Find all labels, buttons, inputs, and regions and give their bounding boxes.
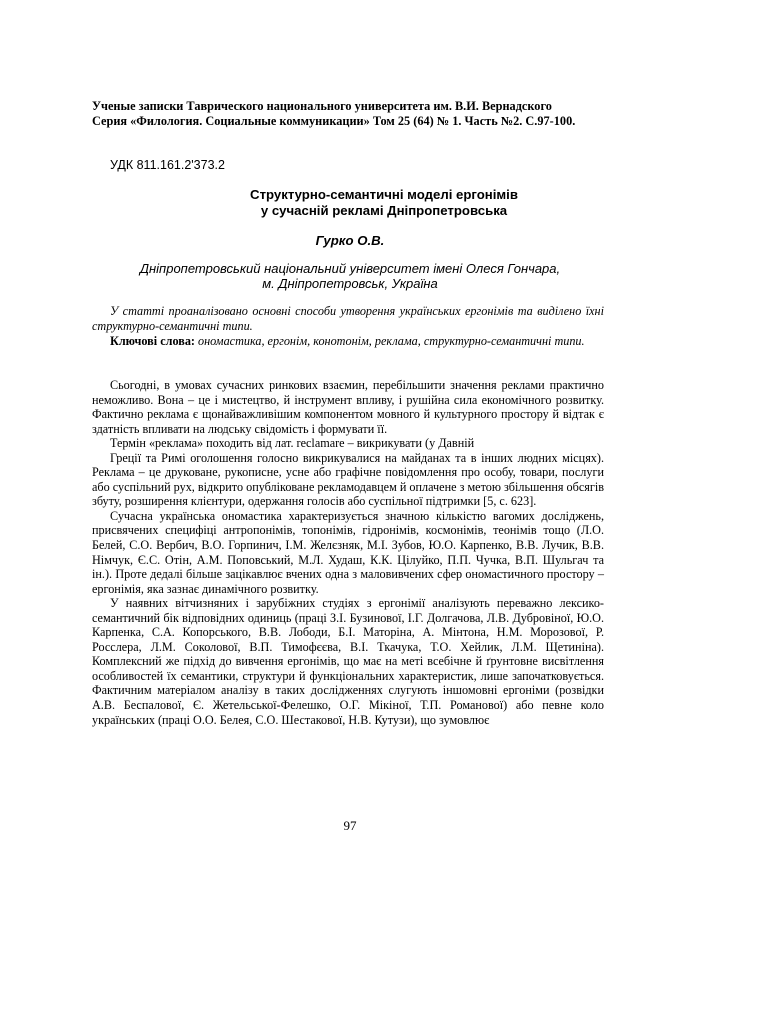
author-affiliation — [0, 261, 700, 291]
journal-header-line-1: Ученые записки Таврического национального университета им. В.И. Вернадского — [92, 99, 552, 113]
article-title — [0, 187, 768, 219]
abstract: У статті проаналізовано основні способи утворення українських ергонімів та виділено їхні структурно-семантичні типи. — [92, 304, 604, 333]
keywords — [92, 334, 604, 349]
udc-code: УДК 811.161.2'373.2 — [110, 158, 225, 172]
page-number: 97 — [343, 818, 357, 833]
body-paragraph: У наявних вітчизняних і зарубіжних студіях з ергонімії аналізують переважно лексико-семантичний бік відповідних одиниць (праці З.І. Бузинової, І.Г. Долгачова, Л.В. Дубровіної, Ю.О. Карпенка, С.А. Копорського, В.В. Лободи, Б.І. Маторіна, А. Мінтона, Н.М. Морозової, Р. Росслера, Л.М. Соколової, В.П. Тимофєєва, В.І. Ткачука, Т.О. Хейлик, Л.М. Щетиніна). Комплексний же підхід до вивчення ергонімів, що має на меті всебічне й ґрунтовне висвітлення особливостей їх семантики, структури й функціональних характеристик, лише започатковується. Фактичним матеріалом аналізу в таких дослідженнях слугують іншомовні ергоніми (розвідки А.В. Беспалової, Є. Жетельської-Фелешко, О.Г. Мікіної, Т.П. Романової) або певне коло українських (праці О.О. Белея, С.О. Шестакової, Н.В. Кутузи), що зумовлює — [92, 596, 604, 727]
journal-header — [92, 99, 652, 129]
keywords-text: ономастика, ергонім, конотонім, реклама, структурно-семантичні типи. — [198, 334, 585, 348]
affiliation-line-2: м. Дніпропетровськ, Україна — [262, 276, 438, 291]
author-name: Гурко О.В. — [315, 233, 385, 248]
keywords-label: Ключові слова: — [110, 334, 195, 348]
affiliation-line-1: Дніпропетровський національний університет імені Олеся Гончара, — [139, 261, 561, 276]
body-paragraph: Сучасна українська ономастика характеризується значною кількістю вагомих досліджень, присвячених специфіці антропонімів, топонімів, гідронімів, космонімів, теонімів тощо (Л.О. Белей, С.О. Вербич, В.О. Горпинич, І.М. Желєзняк, М.І. Зубов, Ю.О. Карпенко, В.В. Лучик, В.В. Німчук, Є.С. Отін, А.М. Поповський, М.Л. Худаш, К.К. Цілуйко, П.П. Чучка, В.П. Шульгач та ін.). Проте дедалі більше зацікавлює вчених одна з маловивчених сфер ономастичного простору – ергонімія, яка зазнає динамічного розвитку. — [92, 508, 604, 596]
body-paragraph: Греції та Римі оголошення голосно викрикувалися на майданах та в інших людних місцях). Реклама – це друковане, рукописне, усне або графічне повідомлення про особу, товари, послуги або суспільний рух, відкрито опубліковане рекламодавцем й оплачене з метою збільшення обсягів збуту, розширення клієнтури, одержання голосів або суспільної підтримки [5, с. 623]. — [92, 450, 604, 509]
body-paragraph: Сьогодні, в умовах сучасних ринкових взаємин, перебільшити значення реклами практично неможливо. Вона – це і мистецтво, й інструмент впливу, і рушійна сила економічного розвитку. Фактично реклама є щонайважливішим компонентом мовного й культурного простору й відтак є здатність впливати на людську свідомість і формувати її. — [92, 378, 604, 436]
article-title-line-2: у сучасній рекламі Дніпропетровська — [260, 203, 508, 218]
article-body — [92, 378, 604, 727]
body-paragraph: Термін «реклама» походить від лат. reclamare – викрикувати (у Давній — [110, 436, 475, 451]
article-title-line-1: Структурно-семантичні моделі ергонімів — [250, 187, 518, 202]
journal-header-line-2: Серия «Филология. Социальные коммуникации» Том 25 (64) № 1. Часть №2. С.97-100. — [92, 114, 576, 128]
